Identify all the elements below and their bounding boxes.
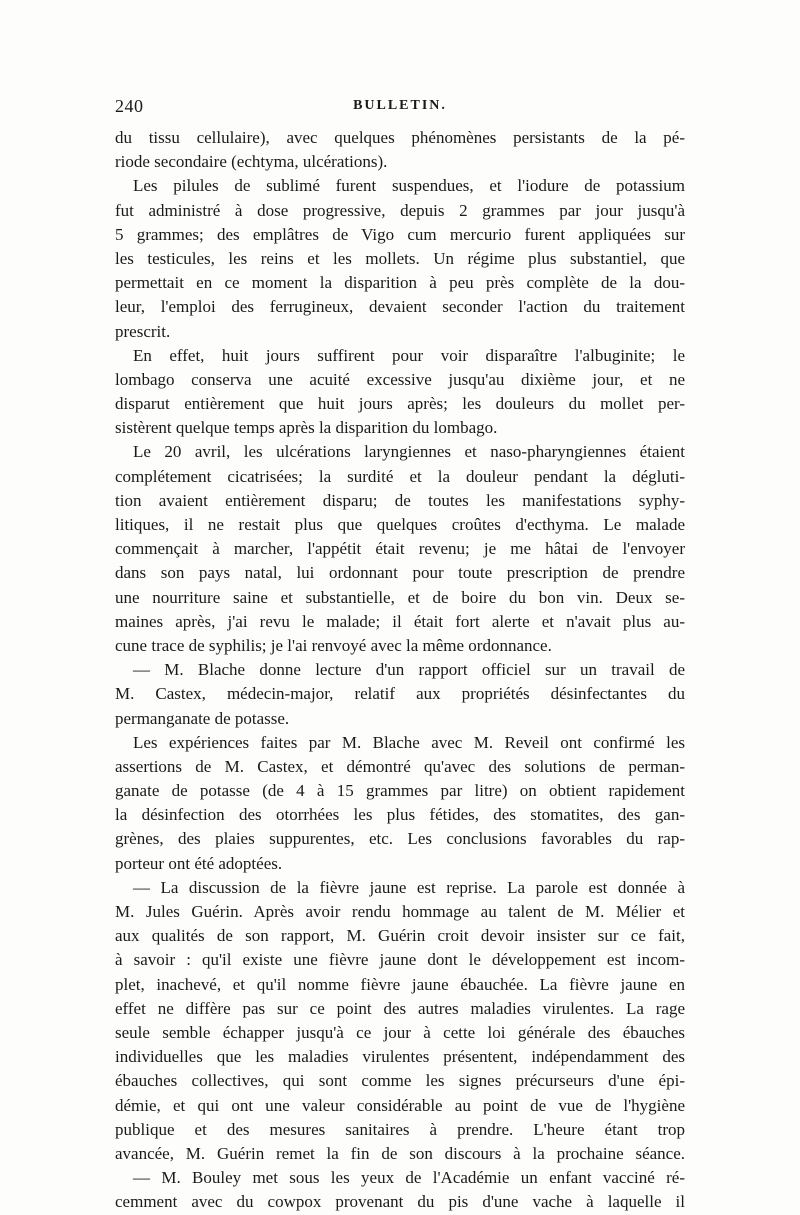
text-line: tion avaient entièrement disparu; de toutes les manifestations syphy- <box>115 490 685 510</box>
text-line: 5 grammes; des emplâtres de Vigo cum mercurio furent appliquées sur <box>115 224 685 244</box>
paragraph-first-line: Les expériences faites par M. Blache avec M. Reveil ont confirmé les <box>133 732 685 752</box>
text-line: porteur ont été adoptées. <box>115 853 283 873</box>
paragraph-first-line: — La discussion de la fièvre jaune est reprise. La parole est donnée à <box>133 877 685 897</box>
text-line: individuelles que les maladies virulentes présentent, indépendamment des <box>115 1047 685 1067</box>
paragraph-first-line: — M. Bouley met sous les yeux de l'Académie un enfant vacciné ré- <box>133 1168 685 1188</box>
text-line: démie, et qui ont une valeur considérable au point de vue de l'hygiène <box>115 1095 685 1115</box>
text-line: seule semble échapper jusqu'à ce jour à cette loi générale des ébauches <box>115 1022 685 1042</box>
text-line: la désinfection des otorrhées les plus fétides, des stomatites, des gan- <box>115 805 685 825</box>
text-line: cune trace de syphilis; je l'ai renvoyé avec la même ordonnance. <box>115 635 552 655</box>
text-line: ganate de potasse (de 4 à 15 grammes par litre) on obtient rapidement <box>115 781 685 801</box>
text-line: effet ne diffère pas sur ce point des autres maladies virulentes. La rage <box>115 998 685 1018</box>
text-line: prescrit. <box>115 321 171 341</box>
text-line: plet, inachevé, et qu'il nomme fièvre jaune ébauchée. La fièvre jaune en <box>115 974 685 994</box>
text-body <box>115 126 685 1214</box>
text-line: les testicules, les reins et les mollets. Un régime plus substantiel, que <box>115 248 685 268</box>
text-line: publique et des mesures sanitaires à prendre. L'heure étant trop <box>115 1119 685 1139</box>
text-line: M. Jules Guérin. Après avoir rendu hommage au talent de M. Mélier et <box>115 902 685 921</box>
text-line: permanganate de potasse. <box>115 708 290 728</box>
text-line: commençait à marcher, l'appétit était revenu; je me hâtai de l'envoyer <box>115 539 685 559</box>
paragraph-first-line: — M. Blache donne lecture d'un rapport officiel sur un travail de <box>133 660 685 680</box>
text-line: complétement cicatrisées; la surdité et la douleur pendant la dégluti- <box>115 466 685 486</box>
text-line: sistèrent quelque temps après la disparition du lombago. <box>115 418 498 438</box>
text-line: avancée, M. Guérin remet la fin de son discours à la prochaine séance. <box>115 1143 685 1163</box>
page-number: 240 <box>115 96 144 116</box>
running-head <box>115 96 685 120</box>
paragraph-first-line: Le 20 avril, les ulcérations laryngiennes et naso-pharyngiennes étaient <box>133 442 685 462</box>
text-line: grènes, des plaies suppurentes, etc. Les conclusions favorables du rap- <box>115 829 685 849</box>
text-line: à savoir : qu'il existe une fièvre jaune dont le développement est incom- <box>115 950 685 970</box>
running-title: BULLETIN. <box>353 98 447 113</box>
text-line: dans son pays natal, lui ordonnant pour toute prescription de prendre <box>115 563 685 583</box>
text-line: riode secondaire (echtyma, ulcérations). <box>115 152 388 172</box>
text-line: permettait en ce moment la disparition à peu près complète de la dou- <box>115 273 685 293</box>
text-line: lombago conserva une acuité excessive jusqu'au dixième jour, et ne <box>115 369 685 389</box>
text-line: leur, l'emploi des ferrugineux, devaient seconder l'action du traitement <box>115 297 685 317</box>
text-line: aux qualités de son rapport, M. Guérin croit devoir insister sur ce fait, <box>115 926 685 946</box>
text-line: M. Castex, médecin-major, relatif aux propriétés désinfectantes du <box>115 684 685 704</box>
paragraph-first-line: Les pilules de sublimé furent suspendues, et l'iodure de potassium <box>133 176 685 196</box>
paragraph-first-line: En effet, huit jours suffirent pour voir disparaître l'albuginite; le <box>133 345 685 365</box>
text-line: du tissu cellulaire), avec quelques phénomènes persistants de la pé- <box>115 128 685 147</box>
text-line: ébauches collectives, qui sont comme les signes précurseurs d'une épi- <box>115 1071 685 1091</box>
text-line: fut administré à dose progressive, depuis 2 grammes par jour jusqu'à <box>115 200 685 220</box>
text-line: disparut entièrement que huit jours après; les douleurs du mollet per- <box>115 394 685 414</box>
text-line: maines après, j'ai revu le malade; il était fort alerte et n'avait plus au- <box>115 611 685 631</box>
text-line: une nourriture saine et substantielle, et de boire du bon vin. Deux se- <box>115 587 685 607</box>
text-line: cemment avec du cowpox provenant du pis d'une vache à laquelle il <box>115 1192 685 1212</box>
text-line: litiques, il ne restait plus que quelques croûtes d'ecthyma. Le malade <box>115 515 685 534</box>
text-line: assertions de M. Castex, et démontré qu'avec des solutions de perman- <box>115 756 685 776</box>
